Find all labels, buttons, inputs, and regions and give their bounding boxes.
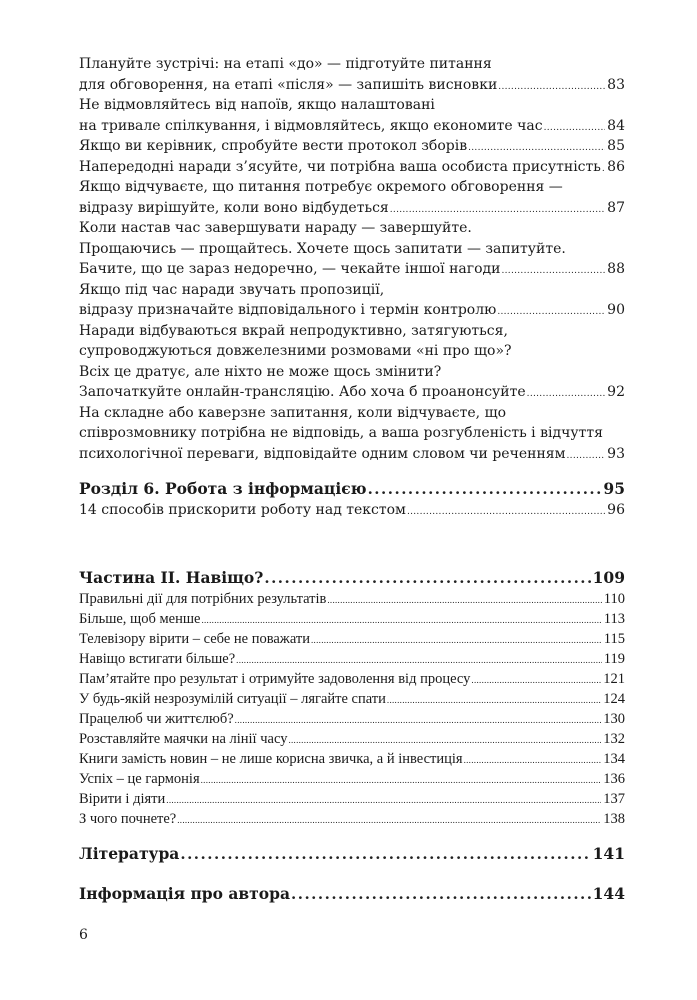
toc-entry-title: З чого почнете? — [79, 810, 177, 827]
page-ref: 109 — [592, 567, 625, 587]
toc-entry — [79, 649, 625, 669]
page-ref: 119 — [603, 650, 625, 667]
toc-line: психологічної переваги, відповідайте одним словом чи реченням ..... 93 — [79, 444, 625, 465]
toc-entry — [79, 729, 625, 749]
page-ref: 88 — [607, 261, 625, 277]
toc-entry — [79, 218, 625, 280]
toc-entry — [79, 769, 625, 789]
toc-entry — [79, 280, 625, 321]
page-ref: 115 — [603, 630, 625, 647]
toc-line: Наради відбуваються вкрай непродуктивно, затягуються, — [79, 322, 508, 339]
toc-line: Бачите, що це зараз недоречно, — чекайте іншої нагоди ..... 88 — [79, 259, 625, 280]
page-ref: 93 — [607, 445, 625, 462]
page-ref: 84 — [607, 117, 625, 134]
toc-line: Не відмовляйтесь від напоїв, якщо налаштовані — [79, 97, 435, 113]
toc-line: на тривале спілкування, і відмовляйтесь, якщо економите час ..... 84 — [79, 116, 625, 137]
toc-line: Плануйте зустрічі: на етапі «до» — підготуйте питання — [79, 56, 492, 72]
toc-entry — [79, 54, 625, 95]
toc-entry: 14 способів прискорити роботу над текстом ..... 96 — [79, 500, 625, 521]
page-ref: 144 — [592, 883, 625, 903]
toc-entry — [79, 629, 625, 649]
page-ref: 132 — [603, 730, 625, 747]
toc-entry-title: Навіщо встигати більше? — [79, 650, 236, 667]
page-ref: 87 — [607, 199, 625, 216]
page-ref: 137 — [603, 790, 625, 807]
toc-literature-heading: Література ..... 141 — [79, 843, 625, 865]
page-ref: 83 — [607, 76, 625, 93]
toc-entry — [79, 609, 625, 629]
toc-line: На складне або каверзне запитання, коли відчуваєте, що — [79, 404, 507, 421]
toc-entry — [79, 403, 625, 465]
toc-author-heading: Інформація про автора ..... 144 — [79, 883, 625, 905]
toc-entry — [79, 136, 625, 157]
toc-line: Коли настав час завершувати нараду — завершуйте. — [79, 220, 472, 236]
toc-line: Прощаючись — прощайтесь. Хочете щось запитати — запитуйте. — [79, 240, 566, 257]
toc-entry-title: Більше, щоб менше — [79, 610, 201, 627]
page-ref: 95 — [603, 479, 625, 498]
toc-line: Започаткуйте онлайн-трансляцію. Або хоча б проанонсуйте ..... 92 — [79, 382, 625, 403]
page-ref: 130 — [603, 710, 625, 727]
page-ref: 141 — [592, 843, 625, 863]
toc-entry — [79, 321, 625, 403]
toc-line: Якщо під час наради звучать пропозиції, — [79, 281, 385, 298]
toc-entry — [79, 749, 625, 769]
toc-line: супроводжуються довжелезними розмовами «ні про що»? — [79, 343, 512, 359]
toc-line: відразу вирішуйте, коли воно відбудеться ..... 87 — [79, 198, 625, 219]
page-ref: 138 — [603, 810, 625, 827]
page-ref: 86 — [607, 158, 625, 175]
toc-line: для обговорення, на етапі «після» — запишіть висновки ..... 83 — [79, 75, 625, 96]
toc-entry — [79, 689, 625, 709]
toc-line: Якщо відчуваєте, що питання потребує окремого обговорення — — [79, 179, 563, 195]
toc-entry — [79, 809, 625, 829]
page-number: 6 — [79, 927, 88, 943]
toc-entry — [79, 589, 625, 609]
toc-entry-title: Книги замість новин – не лише корисна звичка, а й інвестиція — [79, 750, 463, 767]
toc-entry-title: У будь-якій незрозумілій ситуації – лягайте спати — [79, 690, 386, 707]
toc-entry-title: Пам’ятайте про результат і отримуйте задоволення від процесу — [79, 670, 471, 687]
toc-entry-title: Правильні дії для потрібних результатів — [79, 590, 327, 607]
toc-entry — [79, 95, 625, 136]
page-ref: 96 — [607, 502, 625, 518]
toc-part-heading: Частина II. Навіщо? ..... 109 — [79, 567, 625, 589]
toc-entry — [79, 177, 625, 218]
table-of-contents — [79, 54, 625, 905]
toc-chapter-heading: Розділ 6. Робота з інформацією ..... 95 — [79, 478, 625, 500]
toc-entry-title: Розставляйте маячки на лінії часу — [79, 730, 288, 747]
page-ref: 92 — [607, 384, 625, 400]
toc-line: Якщо ви керівник, спробуйте вести протокол зборів ..... 85 — [79, 136, 625, 157]
page-ref: 85 — [607, 138, 625, 154]
toc-line: Всіх це дратує, але ніхто не може щось змінити? — [79, 363, 442, 380]
toc-line: Напередодні наради з’ясуйте, чи потрібна ваша особиста присутність ..... 86 — [79, 157, 625, 178]
page-ref: 121 — [603, 670, 625, 687]
toc-line: співрозмовнику потрібна не відповідь, а ваша розгубленість і відчуття — [79, 425, 603, 441]
page-ref: 110 — [603, 590, 625, 607]
toc-entry — [79, 789, 625, 809]
page-ref: 136 — [603, 770, 625, 787]
toc-entry-title: Телевізору вірити – себе не поважати — [79, 630, 310, 647]
toc-line: відразу призначайте відповідального і термін контролю ..... 90 — [79, 300, 625, 321]
toc-entry — [79, 157, 625, 178]
page-ref: 90 — [607, 302, 625, 318]
page-ref: 113 — [603, 610, 625, 627]
toc-entry — [79, 669, 625, 689]
toc-entry-title: Працелюб чи життєлюб? — [79, 710, 234, 727]
page-ref: 124 — [603, 690, 625, 707]
toc-entry — [79, 709, 625, 729]
toc-entry-title: Успіх – це гармонія — [79, 770, 200, 787]
page-ref: 134 — [603, 750, 625, 767]
toc-entry-title: Вірити і діяти — [79, 790, 166, 807]
toc-part2-list — [79, 589, 625, 829]
